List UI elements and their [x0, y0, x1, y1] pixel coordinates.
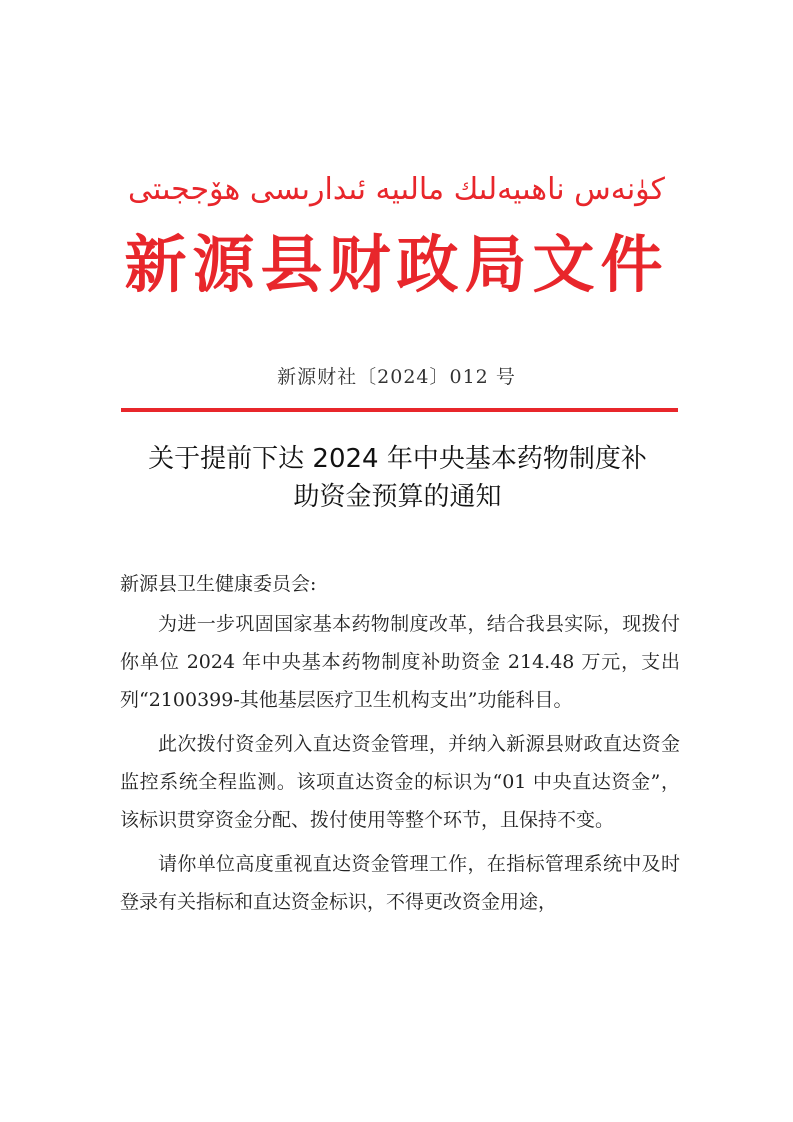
- document-number: 新源财社〔2024〕012 号: [277, 366, 516, 388]
- body-paragraph-2: 此次拨付资金列入直达资金管理，并纳入新源县财政直达资金监控系统全程监测。该项直达资金的标识为“01 中央直达资金”，该标识贯穿资金分配、拨付使用等整个环节，且保持不变。: [120, 733, 680, 831]
- bureau-document-title: 新源县财政局文件: [124, 228, 669, 301]
- notice-title-line-2: 助资金预算的通知: [293, 482, 502, 512]
- uyghur-bureau-title: كۈنەس ناھىيەلىك مالىيە ئىدارىسى ھۆججىتى: [128, 172, 665, 207]
- notice-title: [110, 440, 685, 516]
- body-paragraph-3: 请你单位高度重视直达资金管理工作，在指标管理系统中及时登录有关指标和直达资金标识，不得更改资金用途，: [120, 853, 680, 913]
- notice-title-line-1: 关于提前下达 2024 年中央基本药物制度补: [148, 444, 647, 474]
- body-paragraph-1: 为进一步巩固国家基本药物制度改革，结合我县实际，现拨付你单位 2024 年中央基本药物制度补助资金 214.48 万元，支出列“2100399-其他基层医疗卫生机构支出”功能科目。: [120, 613, 680, 711]
- red-divider-line: [121, 408, 678, 412]
- notice-body: [120, 565, 680, 927]
- salutation: 新源县卫生健康委员会:: [120, 573, 317, 595]
